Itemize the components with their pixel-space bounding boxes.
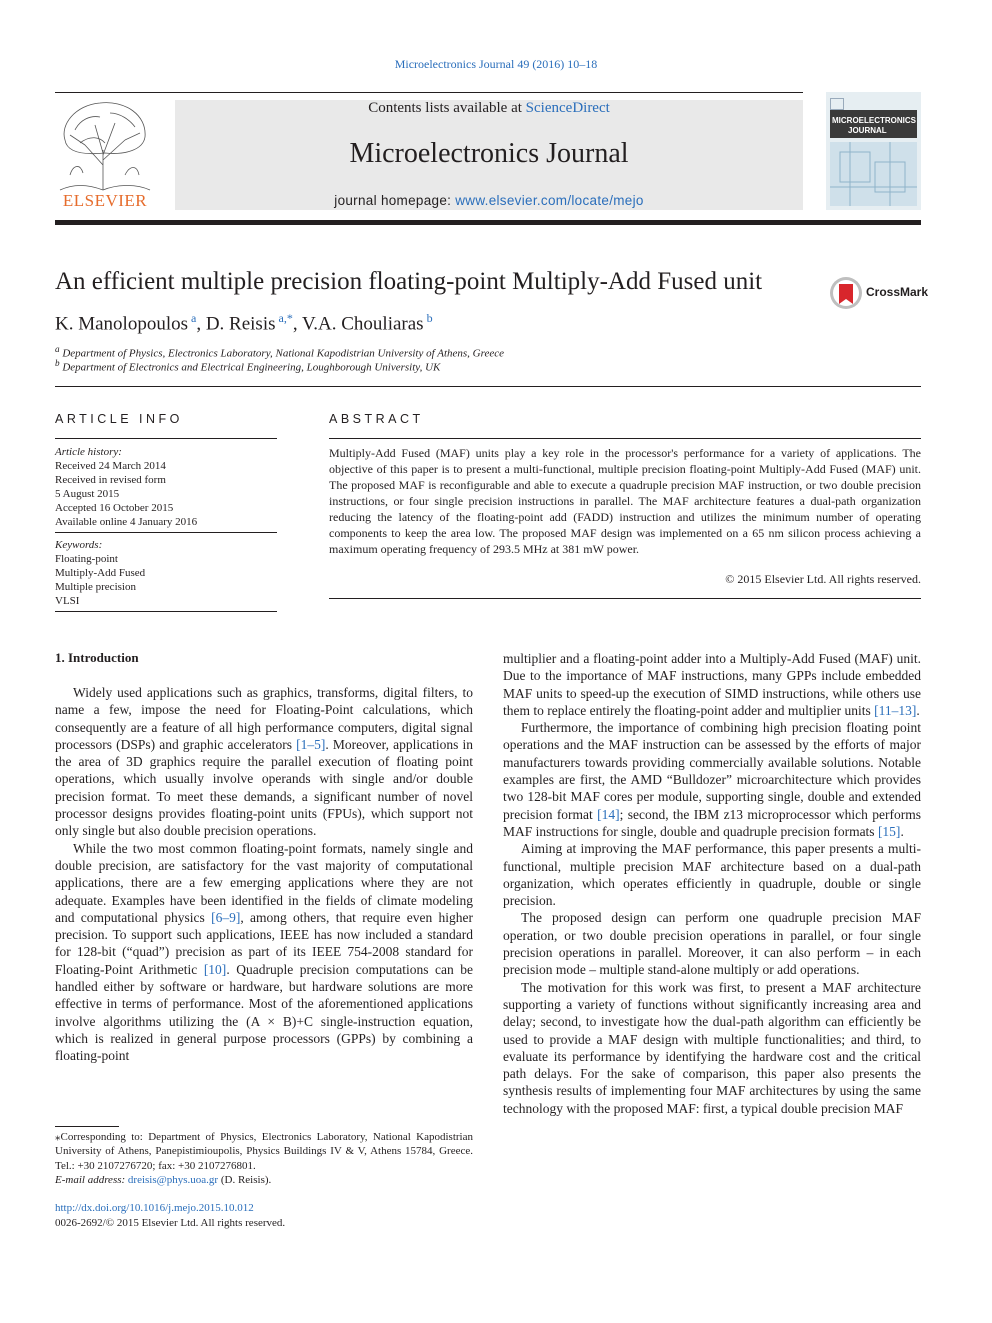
history-item: Received 24 March 2014	[55, 460, 166, 472]
history-item: Available online 4 January 2016	[55, 516, 198, 528]
homepage-line	[175, 193, 803, 208]
crossmark-button[interactable]	[829, 276, 929, 310]
affiliation-mark: b	[55, 358, 60, 368]
history-item: Accepted 16 October 2015	[55, 502, 174, 514]
article-info-bottom-rule	[55, 611, 277, 612]
paragraph	[503, 650, 921, 719]
journal-reference[interactable]: Microelectronics Journal 49 (2016) 10–18	[394, 57, 598, 71]
article-info-rule	[55, 438, 277, 439]
keywords-label: Keywords:	[55, 539, 103, 551]
crossmark-icon	[829, 276, 863, 310]
text-run: .	[916, 702, 920, 718]
citation-link[interactable]: [11–13]	[874, 702, 917, 718]
abstract-text: Multiply-Add Fused (MAF) units play a key role in the processor's performance for a variety of applications. The objective of this paper is to present a multi-functional, multiple precision floating-point Multiply-Add Fused (MAF) unit. The proposed MAF is reconfigurable and able to execute a quadruple precision MAF instruction, or two double precision instructions, or four single precision instructions in parallel. The MAF architecture features a dual-path organization reducing the latency of the floating-point add (FADD) instruction and utilizes the minimum number of operating components to keep the area low. The proposed MAF design was implemented on a 65 nm silicon process achieving a maximum operating frequency of 293.5 MHz at 381 mW power.	[329, 446, 921, 556]
doi-block	[55, 1201, 285, 1231]
footnote-email-line	[55, 1173, 473, 1187]
email-label: E-mail address:	[55, 1173, 128, 1186]
keywords-rule	[55, 532, 277, 533]
citation-link[interactable]: [14]	[597, 806, 620, 822]
crossmark-label: CrossMark	[866, 285, 929, 299]
history-item: Received in revised form	[55, 474, 166, 486]
keyword-item: Multiple precision	[55, 581, 136, 593]
contents-prefix: Contents lists available at	[368, 100, 526, 116]
text-run: While the two most common floating-point formats, namely single and double precision, are satisfactory for the vast majority of computational applications, there are a few emerging applications where they are not adequate. Examples have been identified in the fields of climate modeling and computational physics	[55, 840, 473, 925]
author-affiliation-mark[interactable]: a	[191, 311, 197, 325]
text-run: multiplier and a floating-point adder into a Multiply-Add Fused (MAF) unit. Due to the importance of MAF instructions, many GPPs include embedded MAF units to speed-up the execution of SIMD instructions, while others use them to replace entirely the floating-point adder and multiplier units	[503, 651, 921, 718]
abstract-bottom-rule	[329, 598, 921, 599]
author-name: V.A. Chouliaras	[302, 313, 424, 335]
body-column-right	[503, 650, 921, 1117]
affiliation-text: Department of Electronics and Electrical Engineering, Loughborough University, UK	[62, 361, 441, 374]
text-run: . Moreover, applications in the area of 3D graphics require the parallel execution of floating point operations, which usually involve operands with single and/or double precision format. To meet these demands, a significant number of novel processor designs provides floating-point units (FPUs), which support not only single but also double precision operations.	[55, 736, 473, 839]
paragraph: Aiming at improving the MAF performance, this paper presents a multi-functional, multiple precision MAF architecture based on a dual-path organization, which operates efficiently in quadruple, double or single precision.	[503, 841, 921, 909]
author-name: K. Manolopoulos	[55, 313, 188, 335]
citation-link[interactable]: [10]	[203, 961, 227, 977]
contents-line	[175, 100, 803, 117]
homepage-prefix: journal homepage:	[334, 193, 456, 208]
text-run: . Quadruple precision computations can be handled either by software or hardware, but hardware solutions are more effective in terms of performance. Most of the aforementioned applications involve algorithms utilizing the (A × B)+C single-instruction equation, which is realized in general purpose processors (GPPs) by combining a floating-point	[55, 961, 474, 1064]
abstract-heading: ABSTRACT	[329, 412, 424, 426]
keyword-item: Floating-point	[55, 553, 118, 565]
abstract-rule	[329, 438, 921, 439]
citation-link[interactable]: [1–5]	[296, 736, 326, 752]
text-run: Widely used applications such as graphics, transforms, digital filters, to name a few, impose the need for Floating-Point calculations, which consequently are a feature of all high performance computers, digital signal processors (DSPs) and graphic accelerators	[55, 685, 473, 752]
paragraph: The proposed design can perform one quadruple precision MAF operation, or two double precision operations in parallel, or four single precision operations in parallel. Moreover, it can also perform – in each precision mode – multiple stand-alone multiply or add operations.	[503, 910, 921, 978]
citation-link[interactable]: [15]	[877, 823, 901, 839]
email-link[interactable]: dreisis@phys.uoa.gr	[127, 1173, 219, 1186]
cover-title-1: MICROELECTRONICS	[832, 116, 916, 125]
journal-name: Microelectronics Journal	[349, 138, 629, 169]
footnote-rule	[55, 1126, 119, 1127]
homepage-link[interactable]: www.elsevier.com/locate/mejo	[455, 193, 644, 208]
text-run: ; second, the IBM z13 microprocessor which performs MAF instructions for single, double and quadruple precision formats	[503, 806, 921, 839]
doi-link[interactable]: http://dx.doi.org/10.1016/j.mejo.2015.10.012	[55, 1202, 254, 1214]
author-affiliation-mark[interactable]: a,*	[278, 311, 293, 325]
text-run: .	[900, 823, 904, 839]
footnote-text: ⁎Corresponding to: Department of Physics, Electronics Laboratory, National Kapodistrian University of Athens, Panepistimioupolis, Physics Buildings IV & V, Athens 15784, Greece. Tel.: +30 2107276720; fax: +30 2107276801.	[55, 1131, 473, 1172]
cover-art-icon	[830, 142, 917, 206]
author-list	[55, 311, 433, 335]
issn-line: 0026-2692/© 2015 Elsevier Ltd. All rights reserved.	[55, 1217, 286, 1229]
elsevier-logo	[55, 95, 155, 213]
affiliation-mark: a	[55, 344, 60, 354]
text-run: Furthermore, the importance of combining high precision floating point operations and the MAF instruction can be assessed by the efforts of major manufacturers towards providing commercially available solutions. Notable examples are first, the AMD “Bulldozer” microarchitecture which provides two 128-bit MAF cores per module, supporting single, double and extended precision format	[503, 720, 921, 822]
paragraph: The motivation for this work was first, to present a MAF architecture supporting a variety of functions without significantly increasing area and delay; second, to investigate how the dual-path algorithm can efficiently be used to provide a MAF design with multiple functionalities; and third, to evaluate its performance by identifying the hardware cost and the critical path delays. For the sake of comparison, this paper also presents the synthesis results of implementing four MAF architectures by using the same technology with the proposed MAF: first, a typical double precision MAF	[503, 979, 921, 1116]
citation-link[interactable]: [6–9]	[211, 909, 241, 925]
body-column-left	[55, 684, 473, 1065]
affiliation-rule	[55, 386, 921, 387]
article-title: An efficient multiple precision floating-point Multiply-Add Fused unit	[55, 268, 763, 295]
paragraph	[503, 719, 921, 840]
paragraph	[55, 840, 473, 1065]
author-affiliation-mark[interactable]: b	[426, 311, 433, 325]
email-suffix: (D. Reisis).	[218, 1173, 272, 1186]
section-heading-introduction: 1. Introduction	[55, 650, 139, 665]
author-name: D. Reisis	[205, 313, 276, 335]
paragraph	[55, 684, 473, 840]
cover-logo-icon	[830, 98, 844, 110]
article-info-heading: ARTICLE INFO	[55, 412, 183, 426]
affiliation-b	[55, 358, 440, 374]
header-top-rule	[55, 92, 803, 93]
corresponding-author-footnote	[55, 1130, 473, 1187]
keyword-item: VLSI	[55, 595, 80, 607]
header-thick-rule	[55, 220, 921, 225]
sciencedirect-link[interactable]: ScienceDirect	[525, 100, 610, 116]
text-run: , among others, that require even higher precision. To support such applications, IEEE has now included a standard for 128-bit (“quad”) precision as part of its IEEE 754-2008 standard for Floating-Point Arithmetic	[55, 909, 473, 977]
affiliation-text: Department of Physics, Electronics Laboratory, National Kapodistrian University of Athens, Greece	[62, 347, 505, 360]
author-separator: ,	[196, 313, 206, 335]
author-separator: ,	[292, 313, 303, 335]
abstract-copyright: © 2015 Elsevier Ltd. All rights reserved.	[725, 572, 921, 586]
publisher-name: ELSEVIER	[62, 191, 148, 210]
journal-cover	[826, 92, 921, 210]
history-label: Article history:	[55, 446, 122, 458]
history-item: 5 August 2015	[55, 488, 120, 500]
cover-title-2: JOURNAL	[848, 126, 887, 135]
keyword-item: Multiply-Add Fused	[55, 567, 146, 579]
